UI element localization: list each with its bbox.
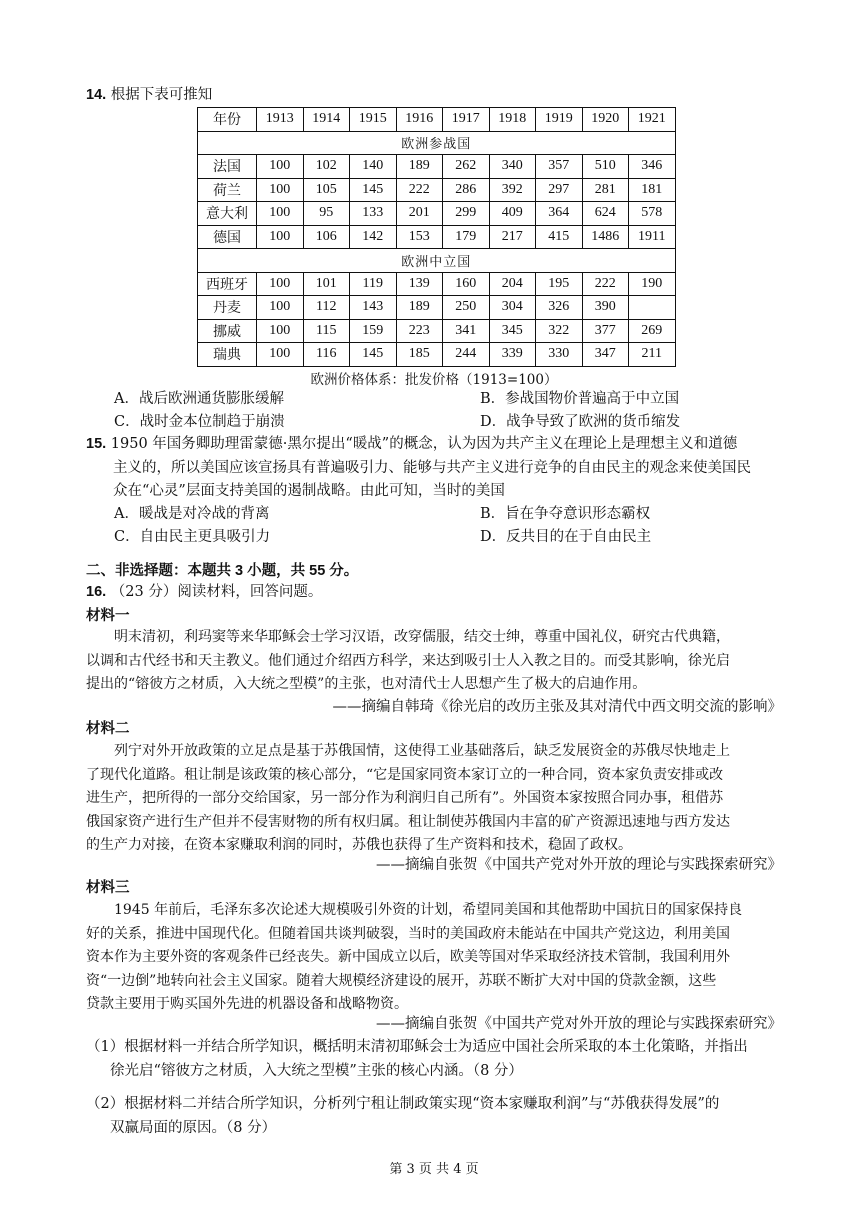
table-value-cell: 142 (350, 225, 397, 249)
material-3-title: 材料三 (86, 880, 130, 896)
table-year-cell: 1921 (629, 108, 676, 132)
table-value-cell: 304 (489, 296, 536, 320)
q14-option-b[interactable]: B．参战国物价普遍高于中立国 (480, 391, 680, 407)
table-value-cell: 100 (257, 202, 304, 226)
table-value-cell: 262 (443, 155, 490, 179)
table-value-cell: 409 (489, 202, 536, 226)
table-value-cell: 364 (536, 202, 583, 226)
table-year-cell: 1914 (303, 108, 350, 132)
q15-option-c[interactable]: C．自由民主更具吸引力 (114, 529, 271, 545)
table-value-cell: 624 (582, 202, 629, 226)
table-group-row (198, 249, 676, 273)
sub-question-1 (86, 1035, 786, 1083)
table-year-cell: 1916 (396, 108, 443, 132)
material-2-line: 的生产力对接，在资本家赚取利润的同时，苏俄也获得了生产资料和技术，稳固了政权。 (86, 837, 632, 853)
table-value-cell: 339 (489, 343, 536, 367)
table-row (198, 178, 676, 202)
material-3-line: 资“一边倒”地转向社会主义国家。随着大规模经济建设的展开，苏联不断扩大对中国的贷款金额，这些 (86, 972, 717, 989)
table-value-cell: 578 (629, 202, 676, 226)
material-3-source: ——摘编自张贺《中国共产党对外开放的理论与实践探索研究》 (376, 1016, 782, 1032)
table-value-cell: 115 (303, 319, 350, 343)
q14-option-d[interactable]: D．战争导致了欧洲的货币缩发 (480, 414, 681, 430)
table-value-cell: 377 (582, 319, 629, 343)
table-group-row (198, 131, 676, 155)
table-value-cell: 101 (303, 272, 350, 296)
table-value-cell: 222 (396, 178, 443, 202)
table-value-cell: 140 (350, 155, 397, 179)
table-header-row (198, 108, 676, 132)
table-value-cell: 201 (396, 202, 443, 226)
material-2-line: 列宁对外开放政策的立足点是基于苏俄国情，这使得工业基础落后，缺乏发展资金的苏俄尽快地走上 (114, 743, 730, 759)
table-group-label: 欧洲中立国 (198, 249, 676, 273)
table-value-cell: 133 (350, 202, 397, 226)
section-heading: 二、非选择题：本题共 3 小题，共 55 分。 (86, 563, 359, 579)
table-country-cell: 法国 (198, 155, 257, 179)
table-value-cell: 299 (443, 202, 490, 226)
table-value-cell: 346 (629, 155, 676, 179)
q16-stem (86, 581, 786, 605)
table-value-cell: 185 (396, 343, 443, 367)
sub-question-2 (86, 1092, 786, 1140)
q15-line-1: 1950 年国务卿助理雷蒙德·黑尔提出“暖战”的概念，认为因为共产主义在理论上是理想主义和道德 (110, 436, 738, 452)
table-value-cell: 510 (582, 155, 629, 179)
material-3-line: 1945 年前后，毛泽东多次论述大规模吸引外资的计划，希望同美国和其他帮助中国抗日的国家保持良 (114, 902, 743, 918)
table-value-cell: 195 (536, 272, 583, 296)
table-country-cell: 意大利 (198, 202, 257, 226)
table-country-cell: 瑞典 (198, 343, 257, 367)
table-country-cell: 西班牙 (198, 272, 257, 296)
table-row (198, 202, 676, 226)
table-value-cell: 159 (350, 319, 397, 343)
table-value-cell: 189 (396, 296, 443, 320)
price-index-table (197, 107, 676, 367)
table-value-cell: 100 (257, 296, 304, 320)
table-value-cell: 330 (536, 343, 583, 367)
table-value-cell: 223 (396, 319, 443, 343)
table-value-cell: 145 (350, 178, 397, 202)
table-value-cell: 190 (629, 272, 676, 296)
table-value-cell: 139 (396, 272, 443, 296)
material-2-title: 材料二 (86, 721, 130, 737)
q15-line-2: 主义的，所以美国应该宣扬具有普遍吸引力、能够与共产主义进行竞争的自由民主的观念来使美国民 (113, 459, 751, 476)
table-value-cell: 297 (536, 178, 583, 202)
table-value-cell: 322 (536, 319, 583, 343)
table-value-cell: 347 (582, 343, 629, 367)
table-value-cell: 100 (257, 319, 304, 343)
table-value-cell: 143 (350, 296, 397, 320)
table-country-cell: 荷兰 (198, 178, 257, 202)
table-value-cell: 390 (582, 296, 629, 320)
table-value-cell: 100 (257, 225, 304, 249)
table-value-cell: 179 (443, 225, 490, 249)
sub-question-2-line: （2）根据材料二并结合所学知识，分析列宁租让制政策实现“资本家赚取利润”与“苏俄获得发展”的 (86, 1096, 720, 1112)
page-footer: 第 3 页 共 4 页 (389, 1162, 479, 1177)
material-1-title: 材料一 (86, 608, 130, 624)
sub-question-2-line: 双赢局面的原因。（8 分） (110, 1120, 277, 1136)
table-value-cell: 106 (303, 225, 350, 249)
material-1-source: ——摘编自韩琦《徐光启的改历主张及其对清代中西文明交流的影响》 (332, 699, 782, 715)
q16-stem-text: （23 分）阅读材料，回答问题。 (110, 584, 323, 600)
table-value-cell: 392 (489, 178, 536, 202)
q14-option-a[interactable]: A．战后欧洲通货膨胀缓解 (114, 391, 284, 407)
material-1-line: 以调和古代经书和天主教义。他们通过介绍西方科学，来达到吸引士人入教之目的。而受其影响，徐光启 (86, 652, 730, 669)
material-2-body (86, 740, 782, 858)
table-row (198, 155, 676, 179)
table-value-cell: 100 (257, 178, 304, 202)
table-value-cell: 345 (489, 319, 536, 343)
table-value-cell: 153 (396, 225, 443, 249)
q15-option-d[interactable]: D．反共目的在于自由民主 (480, 529, 652, 545)
q15-stem (86, 433, 786, 504)
table-value-cell: 326 (536, 296, 583, 320)
material-1-body (86, 626, 782, 697)
table-value-cell: 281 (582, 178, 629, 202)
table-value-cell: 1911 (629, 225, 676, 249)
table-row (198, 296, 676, 320)
table-row (198, 225, 676, 249)
material-2-line: 了现代化道路。租让制是该政策的核心部分，“它是国家同资本家订立的一种合同，资本家负责安排或改 (86, 766, 724, 783)
table-value-cell: 100 (257, 272, 304, 296)
q14-stem-text: 根据下表可推知 (110, 87, 213, 103)
q15-line-3: 众在“心灵”层面支持美国的遏制战略。由此可知，当时的美国 (113, 483, 505, 499)
q16-number: 16. (86, 584, 107, 600)
table-value-cell: 244 (443, 343, 490, 367)
table-value-cell: 145 (350, 343, 397, 367)
material-1-line: 明末清初，利玛窦等来华耶稣会士学习汉语，改穿儒服，结交士绅，尊重中国礼仪，研究古代典籍， (114, 629, 730, 645)
table-value-cell: 211 (629, 343, 676, 367)
table-group-label: 欧洲参战国 (198, 131, 676, 155)
table-value-cell: 341 (443, 319, 490, 343)
sub-question-1-line: （1）根据材料一并结合所学知识，概括明末清初耶稣会士为适应中国社会所采取的本土化策略，并指出 (86, 1039, 748, 1055)
material-3-body (86, 899, 782, 1017)
table-year-cell: 1917 (443, 108, 490, 132)
table-value-cell: 112 (303, 296, 350, 320)
table-value-cell: 1486 (582, 225, 629, 249)
table-value-cell: 415 (536, 225, 583, 249)
table-year-cell: 1915 (350, 108, 397, 132)
table-value-cell: 357 (536, 155, 583, 179)
table-row (198, 272, 676, 296)
table-country-cell: 挪威 (198, 319, 257, 343)
table-value-cell: 116 (303, 343, 350, 367)
table-year-cell: 1913 (257, 108, 304, 132)
table-caption: 欧洲价格体系：批发价格（1913=100） (310, 372, 558, 388)
q15-option-b[interactable]: B．旨在争夺意识形态霸权 (480, 506, 651, 522)
material-3-line: 好的关系，推进中国现代化。但随着国共谈判破裂，当时的美国政府未能站在中国共产党这边，利用美国 (86, 925, 730, 942)
table-value-cell (629, 296, 676, 320)
material-2-source: ——摘编自张贺《中国共产党对外开放的理论与实践探索研究》 (376, 857, 782, 873)
table-value-cell: 217 (489, 225, 536, 249)
table-year-cell: 1919 (536, 108, 583, 132)
table-value-cell: 119 (350, 272, 397, 296)
table-value-cell: 95 (303, 202, 350, 226)
q15-number: 15. (86, 436, 107, 452)
material-2-line: 俄国家资产进行生产但并不侵害财物的所有权归属。租让制使苏俄国内丰富的矿产资源迅速地与西方发达 (86, 813, 730, 830)
table-row (198, 319, 676, 343)
material-3-line: 资本作为主要外资的客观条件已经丧失。新中国成立以后，欧美等国对华采取经济技术管制，我国利用外 (86, 949, 730, 965)
q14-stem (86, 84, 212, 106)
material-3-line: 贷款主要用于购买国外先进的机器设备和战略物资。 (86, 996, 408, 1012)
table-value-cell: 100 (257, 155, 304, 179)
q14-number: 14. (86, 87, 107, 103)
q15-option-a[interactable]: A．暖战是对冷战的背离 (114, 506, 270, 522)
table-value-cell: 100 (257, 343, 304, 367)
table-value-cell: 160 (443, 272, 490, 296)
table-value-cell: 105 (303, 178, 350, 202)
material-1-line: 提出的“镕彼方之材质，入大统之型模”的主张，也对清代士人思想产生了极大的启迪作用。 (86, 676, 647, 692)
table-year-cell: 1918 (489, 108, 536, 132)
table-value-cell: 189 (396, 155, 443, 179)
table-value-cell: 204 (489, 272, 536, 296)
table-value-cell: 102 (303, 155, 350, 179)
table-value-cell: 286 (443, 178, 490, 202)
table-header-label: 年份 (198, 108, 257, 132)
material-2-line: 进生产，把所得的一部分交给国家，另一部分作为利润归自己所有”。外国资本家按照合同办事，租借苏 (86, 790, 724, 806)
table-value-cell: 222 (582, 272, 629, 296)
table-value-cell: 250 (443, 296, 490, 320)
q14-option-c[interactable]: C．战时金本位制趋于崩溃 (114, 414, 285, 430)
table-value-cell: 269 (629, 319, 676, 343)
table-country-cell: 德国 (198, 225, 257, 249)
table-row (198, 343, 676, 367)
table-value-cell: 340 (489, 155, 536, 179)
sub-question-1-line: 徐光启“镕彼方之材质，入大统之型模”主张的核心内涵。（8 分） (110, 1063, 523, 1079)
table-value-cell: 181 (629, 178, 676, 202)
table-country-cell: 丹麦 (198, 296, 257, 320)
table-year-cell: 1920 (582, 108, 629, 132)
